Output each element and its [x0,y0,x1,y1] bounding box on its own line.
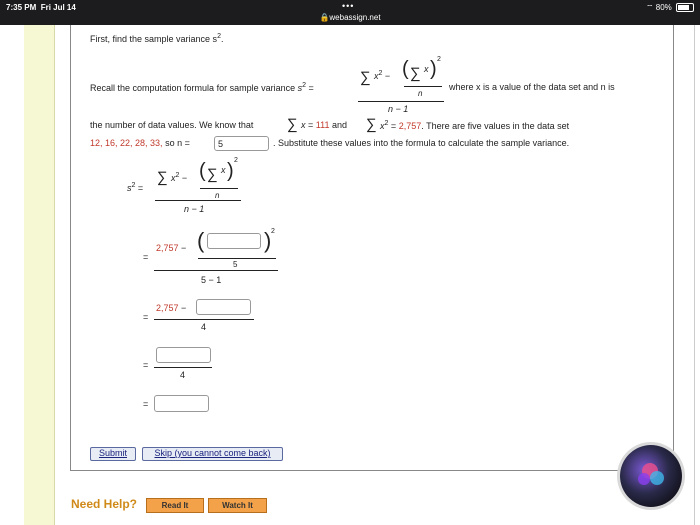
battery-percent: 80% [655,3,672,12]
step3-input[interactable] [156,347,211,363]
formula-x2: $x^2$ − [374,70,391,81]
lock-icon: 🔒 [319,13,330,22]
intro-text: First, find the sample variance $s^2$. [90,33,224,44]
sum-symbol-icon: ∑ [207,166,218,183]
step0-lparen: ( [199,160,206,182]
wifi-icon: ⌔ [645,3,654,12]
main-fraction-bar [154,367,212,368]
formula-square: 2 [437,56,441,63]
step2-input[interactable] [196,299,251,315]
recall-text: Recall the computation formula for sample variance $s^2$ = [90,82,314,93]
submit-button[interactable]: Submit [90,447,136,461]
sum-symbol-icon: ∑ [410,65,421,82]
step0-rparen: ) [227,160,234,182]
status-time: 7:35 PM Fri Jul 14 [6,3,76,12]
step1-den-inner: 5 [233,260,238,269]
fraction-bar [198,258,276,259]
question-sidebar [24,25,55,525]
step0-n: n [215,191,220,200]
step0-x: x [221,165,226,175]
siri-orb-icon[interactable] [620,445,682,507]
step2-numerator: 2,757 − [156,303,187,313]
main-fraction-bar [358,101,444,102]
sum-symbol-icon: ∑ [360,69,371,86]
answer-input[interactable] [154,395,209,412]
main-fraction-bar [154,270,278,271]
equals-sign: = [143,399,149,409]
n-input[interactable] [214,136,269,151]
watch-it-button[interactable]: Watch It [208,498,267,513]
sum-x-text: x = 111 and [301,120,348,130]
formula-lparen: ( [402,58,409,80]
step1-square: 2 [271,228,275,235]
sum-symbol-icon: ∑ [366,116,377,133]
step0-x2: $x^2$ − [171,172,188,183]
sum-x-input[interactable] [207,233,261,249]
equals-sign: = [143,312,149,322]
battery-icon [676,3,694,12]
step0-n-minus-1: n − 1 [184,204,205,214]
sum-symbol-icon: ∑ [287,116,298,133]
equals-sign: = [143,360,149,370]
formula-n-minus-1: n − 1 [388,104,409,114]
step1-numerator: 2,757 − [156,243,187,253]
fraction-bar [200,188,238,189]
step1-lparen: ( [197,228,205,253]
step1-rparen: ) [264,228,272,253]
browser-menu-dots[interactable]: ••• [342,1,355,11]
main-fraction-bar [155,200,241,201]
data-set-text: 12, 16, 22, 28, 33, so n = [90,138,190,148]
read-it-button[interactable]: Read It [146,498,204,513]
page-edge [694,25,695,525]
need-help-label: Need Help? [71,497,138,511]
fraction-bar [404,86,442,87]
url-text: webassign.net [329,13,381,22]
substitute-text: . Substitute these values into the formula to calculate the sample variance. [273,138,570,148]
status-right [646,3,694,13]
equals-sign: = [143,252,149,262]
step2-denominator: 4 [201,322,207,332]
recall-suffix: where x is a value of the data set and n is [449,82,615,92]
sum-x2-text: $x^2 = 2,757$. There are five values in the data set [380,120,570,131]
formula-x: x [424,64,429,74]
step0-square: 2 [234,157,238,164]
main-fraction-bar [154,319,254,320]
formula-rparen: ) [430,58,437,80]
step3-denominator: 4 [180,370,186,380]
s-squared-label: $s^2$ = [127,182,144,193]
step1-denominator: 5 − 1 [201,275,222,285]
address-bar[interactable] [0,13,700,22]
formula-n: n [418,89,423,98]
ios-status-bar [0,0,700,25]
known-text: the number of data values. We know that [90,120,254,130]
skip-button[interactable]: Skip (you cannot come back) [142,447,283,461]
sum-symbol-icon: ∑ [157,169,168,186]
